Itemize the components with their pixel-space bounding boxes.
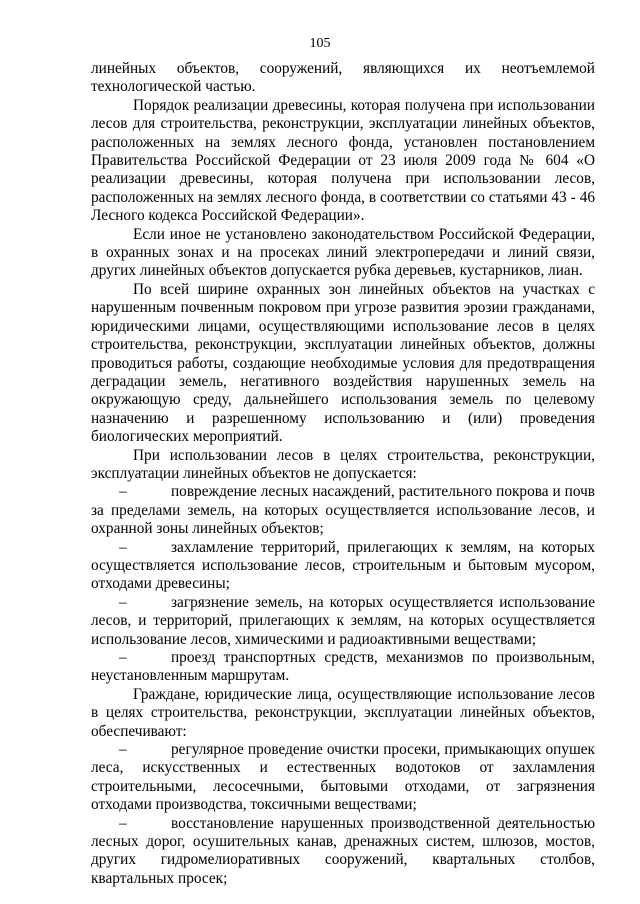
- list-item-damage: [91, 483, 595, 538]
- list-item-pollution: [91, 594, 595, 649]
- paragraph-wood-sale-order: Порядок реализации древесины, которая получена при использовании лесов для строительства, реконструкции, эксплуатации линейных объектов, расположенных на землях лесного фонда, установлен постановлением Правительства Российской Федерации от 23 июля 2009 года № 604 «О реализации древесины, которая получена при использовании лесов, расположенных на землях лесного фонда, в соответствии со статьями 43 - 46 Лесного кодекса Российской Федерации».: [91, 96, 595, 225]
- paragraph-erosion-works: По всей ширине охранных зон линейных объектов на участках с нарушенным почвенным покровом при угрозе развития эрозии гражданами, юридическими лицами, осуществляющими использование лесов в целях строительства, реконструкции, эксплуатации линейных объектов, должны проводиться работы, создающие необходимые условия для предотвращения деградации земель, негативного воздействия нарушенных земель на окружающую среду, дальнейшего использования земель по целевому назначению и разрешенному использованию и (или) проведения биологических мероприятий.: [91, 280, 595, 446]
- paragraph-obligations-intro: Граждане, юридические лица, осуществляющие использование лесов в целях строительства, реконструкции, эксплуатации линейных объектов, обеспечивают:: [91, 685, 595, 740]
- list-item-clearing: [91, 741, 595, 815]
- page-number: 105: [309, 36, 331, 51]
- dash-marker: –: [119, 814, 127, 832]
- dash-marker: –: [119, 483, 127, 501]
- list-item-text: загрязнение земель, на которых осуществляется использование лесов, и территорий, прилегающих к землям, на которых осуществляется использование лесов, химическими и радиоактивными веществами;: [91, 593, 595, 648]
- list-item-text: захламление территорий, прилегающих к землям, на которых осуществляется использование лесов, строительным и бытовым мусором, отходами древесины;: [91, 538, 595, 593]
- dash-marker: –: [119, 649, 127, 666]
- paragraph-prohibitions-intro: При использовании лесов в целях строительства, реконструкции, эксплуатации линейных объектов не допускается:: [91, 446, 595, 482]
- dash-marker: –: [119, 538, 127, 556]
- dash-marker: –: [119, 741, 127, 759]
- paragraph-continuation: линейных объектов, сооружений, являющихся их неотъемлемой технологической частью.: [91, 60, 595, 96]
- list-item-text: повреждение лесных насаждений, растительного покрова и почв за пределами земель, на которых осуществляется использование лесов, и охранной зоны линейных объектов;: [91, 483, 595, 538]
- dash-marker: –: [119, 593, 127, 611]
- list-item-text: проезд транспортных средств, механизмов по произвольным, неустановленным маршрутам.: [91, 649, 595, 685]
- list-item-restoration: [91, 815, 595, 889]
- list-item-text: восстановление нарушенных производственной деятельностью лесных дорог, осушительных канав, дренажных систем, шлюзов, мостов, других гидромелиоративных сооружений, квартальных столбов, квартальных просек;: [91, 814, 595, 887]
- document-body: [91, 60, 595, 888]
- list-item-vehicles: [91, 649, 595, 686]
- list-item-littering: [91, 539, 595, 594]
- list-item-text: регулярное проведение очистки просеки, примыкающих опушек леса, искусственных и естественных водотоков от захламления строительными, лесосечными, бытовыми отходами, от загрязнения отходами производства, токсичными веществами;: [91, 741, 595, 814]
- paragraph-protection-zones: Если иное не установлено законодательством Российской Федерации, в охранных зонах и на просеках линий электропередачи и линий связи, других линейных объектов допускается рубка деревьев, кустарников, лиан.: [91, 225, 595, 280]
